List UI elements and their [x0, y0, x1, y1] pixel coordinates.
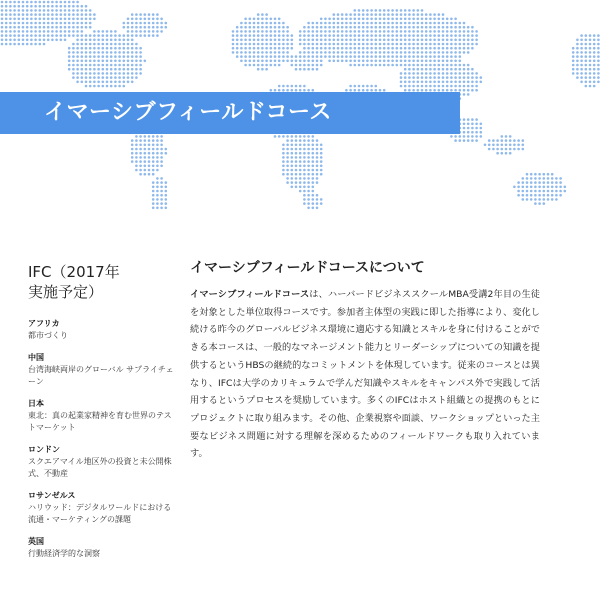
location-item-los-angeles [28, 490, 178, 526]
location-name: アフリカ [28, 319, 60, 328]
location-desc: 都市づくり [28, 331, 68, 340]
sidebar [28, 262, 178, 570]
location-desc: 東北：真の起業家精神を育む世界のテストマーケット [28, 411, 172, 432]
location-desc: スクエアマイル地区外の投資と未公開株式、不動産 [28, 457, 172, 478]
about-body [190, 286, 540, 463]
location-name: ロサンゼルス [28, 491, 76, 500]
location-item-japan [28, 398, 178, 434]
about-heading: イマーシブフィールドコースについて [190, 260, 425, 276]
sidebar-title [28, 262, 178, 302]
location-name: 日本 [28, 399, 44, 408]
location-item-china [28, 352, 178, 388]
page-title: イマーシブフィールドコース [44, 100, 332, 125]
location-name: 中国 [28, 353, 44, 362]
location-name: 英国 [28, 537, 44, 546]
about-body-text: は、ハーバードビジネススクールMBA受講2年目の生徒を対象とした単位取得コースです。参加者主体型の実践に即した指導により、変化し続ける昨今のグローバルビジネス環境に適応する知識とスキルを身に付けることができる本コースは、一般的なマネージメント能力とリーダーシップについての知識を提供するというHBSの継続的なコミットメントを体現しています。従来のコースとは異なり、IFCは大学のカリキュラムで学んだ知識やスキルをキャンパス外で実践して活用するというプロセスを奨励しています。多くのIFCはホスト組織との提携のもとにプロジェクトに取り組みます。その他、企業視察や面談、ワークショップといった主要なビジネス問題に対する理解を深めるためのフィールドワークも取り入れています。 [190, 289, 540, 460]
sidebar-title-line2: 実施予定） [28, 283, 104, 301]
about-lead-bold: イマーシブフィールドコース [190, 289, 310, 300]
location-desc: ハリウッド：デジタルワールドにおける流通・マーケティングの課題 [28, 503, 172, 524]
location-item-uk [28, 536, 178, 560]
location-desc: 行動経済学的な洞察 [28, 549, 100, 558]
location-name: ロンドン [28, 445, 60, 454]
location-item-africa [28, 318, 178, 342]
location-item-london [28, 444, 178, 480]
sidebar-title-line1: IFC（2017年 [28, 263, 120, 281]
about-section [190, 258, 540, 463]
location-desc: 台湾海峡両岸のグローバル サプライチェーン [28, 365, 174, 386]
